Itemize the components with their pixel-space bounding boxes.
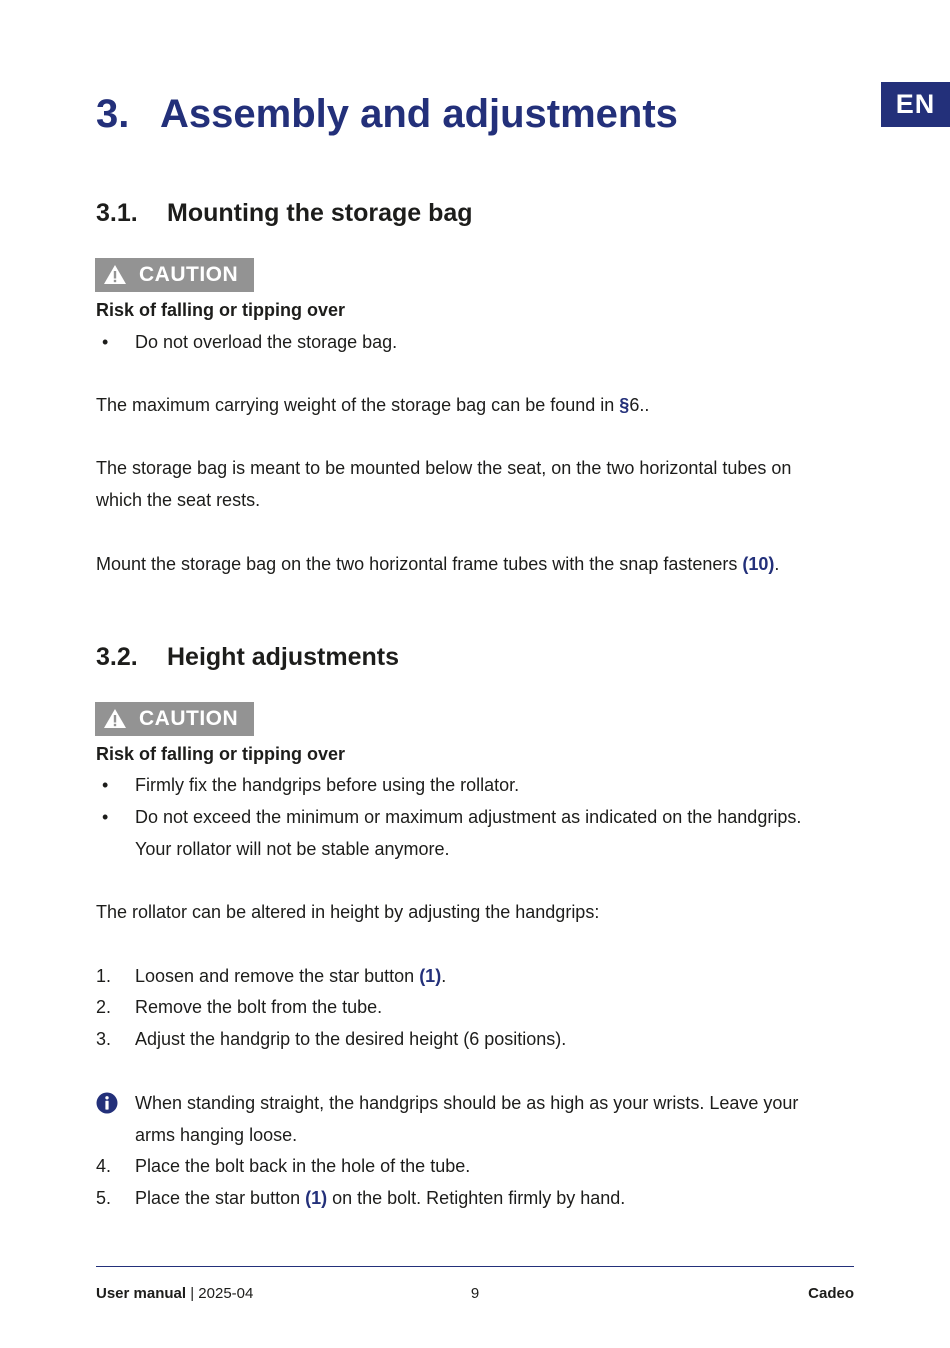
step-text: Remove the bolt from the tube. [135,997,383,1017]
section-reference: § [619,395,630,415]
caution-badge [95,702,254,736]
section-heading-height [96,640,399,674]
part-reference: (1) [305,1188,328,1208]
bullet-marker: • [102,775,109,795]
info-icon [96,1092,118,1114]
paragraph-max-weight [96,389,836,421]
list-item [96,1182,836,1214]
step-text: Place the star button (1) on the bolt. Retighten firmly by hand. [135,1188,626,1208]
step-number: 2. [96,997,112,1017]
chapter-number: 3. [96,92,130,136]
section-number: 3.2. [96,643,138,671]
footer-product: Cadeo [808,1285,854,1302]
paragraph-mount-location: The storage bag is meant to be mounted below the seat, on the two horizontal tubes on which the seat rests. [96,458,792,510]
footer-divider [96,1266,854,1267]
list-item [96,769,836,801]
footer-date: 2025-04 [198,1285,254,1302]
list-item [96,326,836,358]
step-number: 3. [96,1029,112,1049]
list-item [96,960,836,992]
language-tab: EN [881,82,950,127]
list-item [96,801,836,865]
footer-separator: | [190,1285,195,1302]
paragraph-tail: 6.. [629,395,650,415]
paragraph-text: Mount the storage bag on the two horizontal frame tubes with the snap fasteners [96,554,743,574]
footer-doc-title: User manual [96,1285,187,1302]
part-reference: (1) [419,966,442,986]
step-number: 1. [96,966,112,986]
info-text: When standing straight, the handgrips should be as high as your wrists. Leave your arms hanging loose. [135,1093,799,1145]
list-item [96,991,836,1023]
list-item [96,1023,836,1055]
caution-badge [95,258,254,292]
paragraph-mount-instructions [96,548,836,580]
step-text: Adjust the handgrip to the desired height (6 positions). [135,1029,567,1049]
paragraph-text: The maximum carrying weight of the storage bag can be found in [96,395,620,415]
warning-icon [103,708,127,729]
step-text: Loosen and remove the star button (1). [135,966,447,986]
section-title: Mounting the storage bag [167,199,473,227]
caution-label: CAUTION [139,707,239,730]
part-reference: (10) [742,554,775,574]
bullet-text: Do not overload the storage bag. [135,332,398,352]
info-note [96,1087,836,1151]
caution-label: CAUTION [139,263,239,286]
chapter-title: Assembly and adjustments [160,92,678,136]
step-number: 4. [96,1156,112,1176]
chapter-heading [96,88,678,140]
risk-heading: Risk of falling or tipping over [96,300,346,320]
bullet-text: Firmly fix the handgrips before using the rollator. [135,775,520,795]
step-text: Place the bolt back in the hole of the tube. [135,1156,471,1176]
paragraph-intro: The rollator can be altered in height by adjusting the handgrips: [96,902,600,922]
paragraph-tail: . [774,554,780,574]
section-heading-mounting [96,196,473,230]
warning-icon [103,264,127,285]
bullet-marker: • [102,332,109,352]
section-title: Height adjustments [167,643,399,671]
page-number: 9 [470,1285,480,1302]
section-number: 3.1. [96,199,138,227]
bullet-marker: • [102,807,109,827]
step-number: 5. [96,1188,112,1208]
risk-heading: Risk of falling or tipping over [96,744,346,764]
bullet-text: Do not exceed the minimum or maximum adjustment as indicated on the handgrips. Your rollator will not be stable anymore. [135,807,802,859]
list-item [96,1150,836,1182]
